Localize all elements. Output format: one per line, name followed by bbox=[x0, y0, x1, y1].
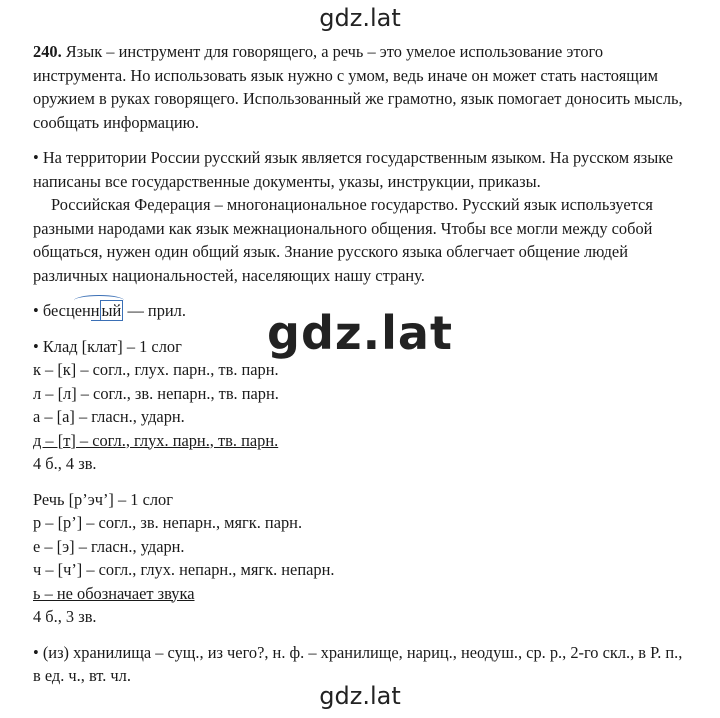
morph-suffix: н bbox=[90, 301, 100, 320]
bullet-state-language: • На территории России русский язык является государственным языком. На русском языке написаны все государственные документы, указы, инструкции, приказы. bbox=[33, 148, 674, 191]
phonetic-line: к – [к] – согл., глух. парн., тв. парн. bbox=[33, 360, 279, 379]
phonetic-summary: 4 б., 4 зв. bbox=[33, 454, 97, 473]
watermark-middle: gdz.lat bbox=[267, 306, 453, 360]
watermark-bottom: gdz.lat bbox=[319, 682, 401, 710]
morph-prefix: бес bbox=[42, 301, 66, 320]
phonetic-line: ч – [ч’] – согл., глух. непарн., мягк. непарн. bbox=[33, 560, 335, 579]
phonetic-summary: 4 б., 3 зв. bbox=[33, 607, 97, 626]
morph-pos: — прил. bbox=[123, 301, 186, 320]
phonetic-line-underlined: д – [т] – согл., глух. парн., тв. парн. bbox=[33, 430, 279, 450]
root-arc-mark bbox=[74, 295, 124, 306]
phonetic-header-rech: Речь [р’эч’] – 1 слог bbox=[33, 489, 173, 509]
watermark-top: gdz.lat bbox=[319, 4, 401, 32]
task-intro: Язык – инструмент для говорящего, а речь – это умелое использование этого инструмента. Но использовать язык нужно с умом, ведь иначе он может стать настоящим оружием в руках говорящего. Использованный же грамотно, язык помогает доносить мысль, сообщать информацию. bbox=[33, 42, 683, 132]
phonetic-header-klad: • Клад [клат] – 1 слог bbox=[33, 336, 182, 356]
phonetic-line: а – [а] – гласн., ударн. bbox=[33, 407, 185, 426]
exercise-content bbox=[33, 40, 683, 688]
task-paragraph bbox=[33, 40, 683, 134]
bullet-noun-analysis: • (из) хранилища – сущ., из чего?, н. ф. – хранилище, нариц., неодуш., ср. р., 2-го скл., в Р. п., в ед. ч., вт. чл. bbox=[33, 642, 683, 685]
phonetic-line: р – [р’] – согл., зв. непарн., мягк. парн. bbox=[33, 513, 303, 532]
phonetic-line: л – [л] – согл., зв. непарн., тв. парн. bbox=[33, 383, 279, 403]
task-number: 240. bbox=[33, 42, 62, 61]
morph-root: цен bbox=[66, 301, 91, 320]
phonetic-line: е – [э] – гласн., ударн. bbox=[33, 536, 185, 556]
phonetic-line-underlined: ь – не обозначает звука bbox=[33, 583, 195, 603]
paragraph-multinational: Российская Федерация – многонациональное государство. Русский язык используется разными народами как язык межнационального общения. Чтобы все могли между собой общаться, нужен один общий язык. Знание русского языка облегчает общение людей различных национальностей, населяющих нашу страну. bbox=[33, 195, 653, 285]
morph-ending: ый bbox=[101, 301, 122, 320]
morph-bullet: • bbox=[33, 301, 43, 320]
